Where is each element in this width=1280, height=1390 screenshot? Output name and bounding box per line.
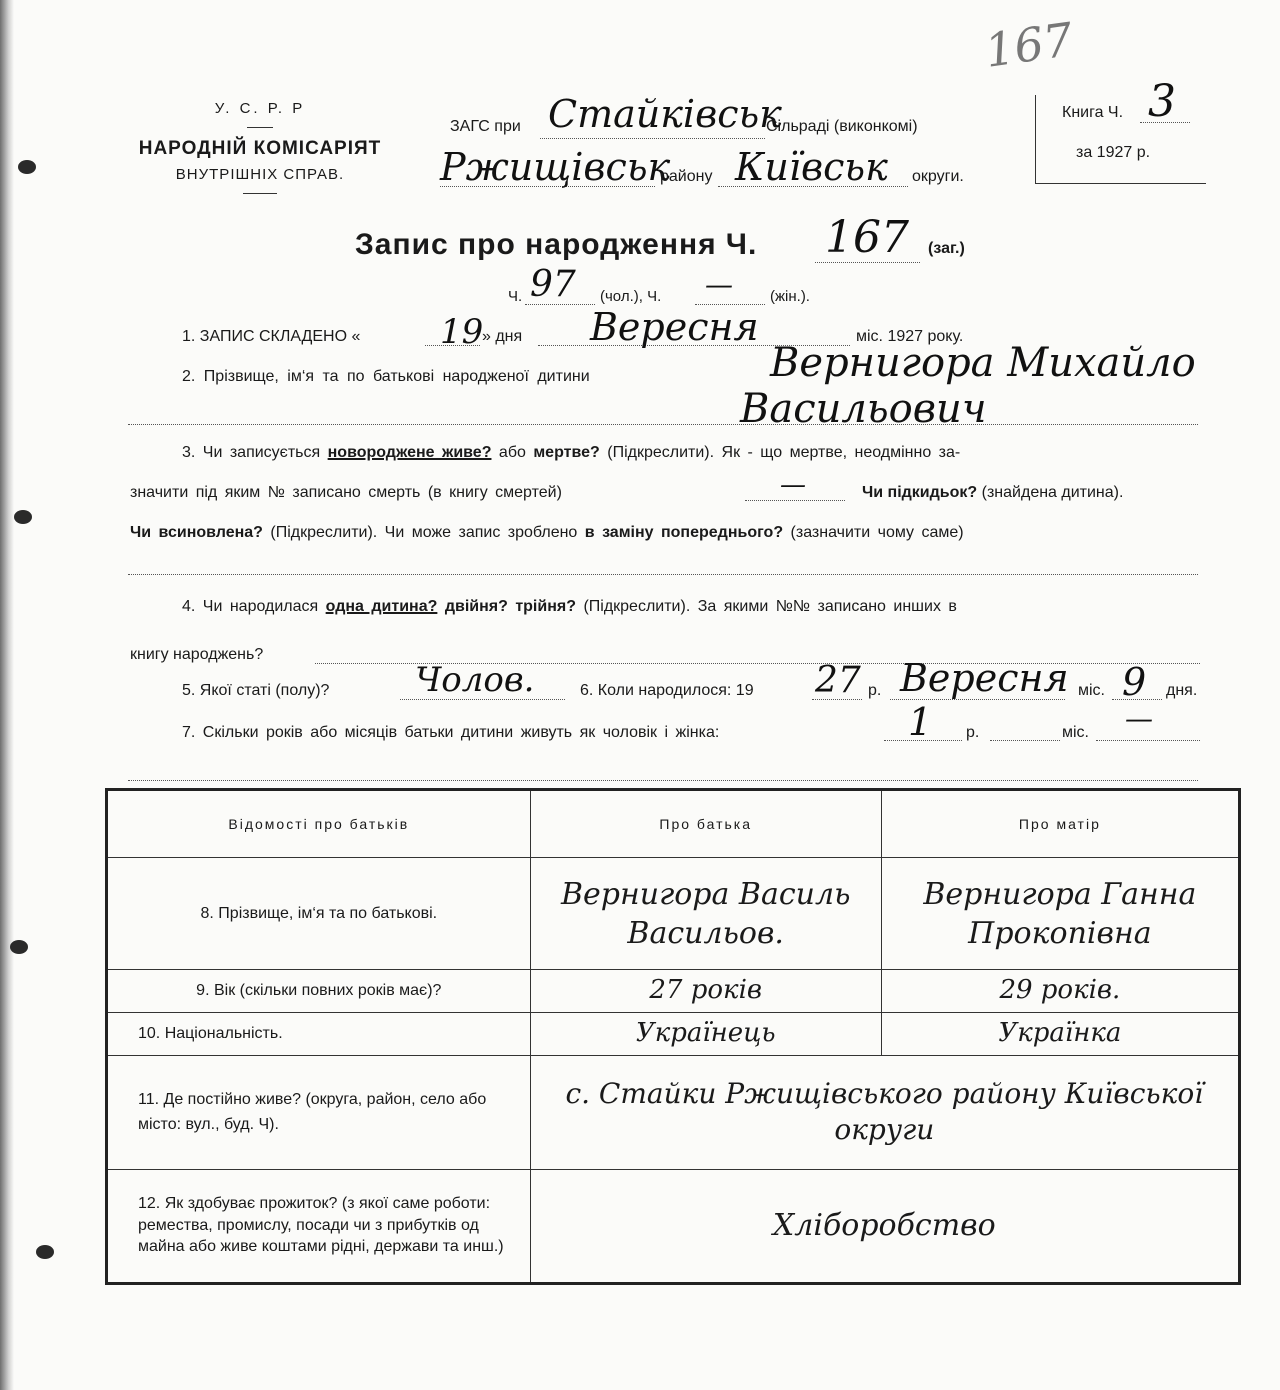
female-count: —: [705, 268, 733, 301]
child-name-line1: Вернигора Михайло: [770, 340, 1196, 386]
female-count-label: (жін.).: [770, 288, 810, 305]
child-sex: Чолов.: [415, 660, 535, 700]
item3-replacement: в заміну попереднього?: [584, 524, 784, 541]
dotted-line: [745, 500, 845, 501]
row-label: 11. Де постійно живе? (округа, район, село або місто: вул., буд. Ч).: [107, 1055, 531, 1169]
record-title: Запис про народження Ч.: [355, 228, 758, 261]
record-suffix: (заг.): [928, 240, 965, 257]
death-number: —: [780, 470, 806, 500]
item3-line3: [130, 524, 964, 542]
commissariat-label: НАРОДНІЙ КОМІСАРІЯТ: [138, 138, 382, 159]
header-block: [120, 100, 400, 194]
male-count: 97: [530, 264, 576, 305]
binding-hole: [10, 940, 28, 954]
divider: [243, 193, 277, 194]
item1-prefix: 1. ЗАПИС СКЛАДЕНО «: [182, 328, 361, 345]
male-count-label: (чол.), Ч.: [600, 288, 662, 305]
row-label: 9. Вік (скільки повних років має)?: [107, 970, 531, 1013]
district-name: Ржищівськ: [440, 145, 671, 189]
father-name: Вернигора Василь Васильов.: [530, 858, 881, 970]
item6-label: 6. Коли народилося: 19: [580, 682, 754, 699]
record-number: 167: [825, 212, 909, 263]
item2-label: 2. Прізвище, ім‘я та по батькові народженої дитини: [182, 368, 590, 385]
item1-suffix: міс. 1927 року.: [856, 328, 964, 345]
table-row: [107, 858, 1240, 970]
table-row: [107, 1012, 1240, 1055]
table-row: [107, 970, 1240, 1013]
mother-age: 29 років.: [881, 970, 1239, 1013]
father-nationality: Українець: [530, 1012, 881, 1055]
binding-hole: [18, 160, 36, 174]
item3-alive: новороджене живе?: [327, 444, 492, 461]
item3-f: значити під яким № записано смерть (в книгу смертей): [130, 484, 562, 501]
item3-a: 3. Чи записується: [182, 444, 321, 461]
republic-label: У. С. Р. Р: [214, 100, 306, 117]
dept-label: ВНУТРІШНІХ СПРАВ.: [175, 166, 345, 183]
dotted-line: [990, 740, 1060, 741]
marriage-years: 1: [908, 700, 933, 744]
col-header-mother: Про матір: [881, 790, 1239, 858]
binding-hole: [14, 510, 32, 524]
item6-mis: міс.: [1078, 682, 1105, 699]
zags-suffix: Сільраді (виконкомі): [766, 118, 918, 135]
dotted-line: [540, 138, 765, 139]
dotted-line: [128, 424, 1198, 425]
item3-adopted: Чи всиновлена?: [130, 524, 263, 541]
residence: с. Стайки Ржищівського району Київської округи: [530, 1055, 1239, 1169]
row-label: 12. Як здобуває прожиток? (з якої саме роботи: ремества, промислу, посади чи з прибутків од майна або живе коштами рідні, держави та инш.): [107, 1169, 531, 1283]
item3-foundling: Чи підкидьок?: [862, 484, 978, 501]
item3-e: (Підкреслити). Як - що мертве, неодмінно за-: [607, 444, 961, 461]
male-count-prefix: Ч.: [508, 288, 523, 305]
item4-single: одна дитина?: [325, 598, 438, 615]
row-label: 10. Національність.: [107, 1012, 531, 1055]
item6-r: р.: [868, 682, 882, 699]
item6-dnia: дня.: [1166, 682, 1198, 699]
item3-dead: мертве?: [533, 444, 600, 461]
dotted-line: [128, 574, 1198, 575]
birth-day: 9: [1122, 660, 1147, 704]
district-label: району: [660, 168, 713, 185]
item3-h: (знайдена дитина).: [981, 484, 1124, 501]
parents-table: [105, 788, 1241, 1285]
divider: [247, 127, 273, 128]
book-number: 3: [1148, 76, 1176, 127]
item7-r: р.: [966, 724, 980, 741]
col-header-info: Відомості про батьків: [107, 790, 531, 858]
item4-line1: [182, 598, 957, 616]
zags-village: Стайківськ: [548, 92, 782, 136]
item4-d: (Підкреслити). За якими №№ записано инших в: [583, 598, 957, 615]
item3-line2b: [862, 484, 1123, 502]
birth-month: Вересня: [900, 656, 1069, 700]
item4-twins: двійня? трійня?: [444, 598, 576, 615]
col-header-father: Про батька: [530, 790, 881, 858]
marriage-months: —: [1125, 702, 1153, 735]
birth-year: 27: [815, 660, 861, 701]
book-year: за 1927 р.: [1076, 144, 1151, 161]
okruha-label: округи.: [912, 168, 964, 185]
row-label: 8. Прізвище, ім‘я та по батькові.: [107, 858, 531, 970]
item3-j: (Підкреслити). Чи може запис зроблено: [270, 524, 578, 541]
item7-mis: міс.: [1062, 724, 1089, 741]
mother-name: Вернигора Ганна Прокопівна: [881, 858, 1239, 970]
item1-mid: » дня: [482, 328, 523, 345]
item3-l: (зазначити чому саме): [790, 524, 964, 541]
occupation: Хліборобство: [530, 1169, 1239, 1283]
dotted-line: [128, 780, 1198, 781]
dotted-line: [1096, 740, 1200, 741]
item5-label: 5. Якої статі (полу)?: [182, 682, 330, 699]
item4-e: книгу народжень?: [130, 646, 264, 663]
mother-nationality: Українка: [881, 1012, 1239, 1055]
table-row: [107, 1169, 1240, 1283]
table-row: [107, 1055, 1240, 1169]
child-name-line2: Васильович: [740, 386, 987, 432]
item4-a: 4. Чи народилася: [182, 598, 319, 615]
item3-or: або: [498, 444, 526, 461]
item3-line2: [130, 484, 562, 502]
father-age: 27 років: [530, 970, 881, 1013]
binding-hole: [36, 1245, 54, 1259]
page-edge-shadow: [0, 0, 14, 1390]
item7-label: 7. Скільки років або місяців батьки дитини живуть як чоловік і жінка:: [182, 724, 720, 741]
zags-prefix: ЗАГС при: [450, 118, 521, 135]
book-label: Книга Ч.: [1062, 104, 1124, 121]
record-month: Вересня: [590, 305, 759, 349]
page-number: 167: [981, 12, 1077, 78]
item3-line1: [182, 444, 960, 462]
record-day: 19: [440, 312, 484, 352]
table-header-row: [107, 790, 1240, 858]
okruha-name: Київськ: [735, 145, 888, 189]
